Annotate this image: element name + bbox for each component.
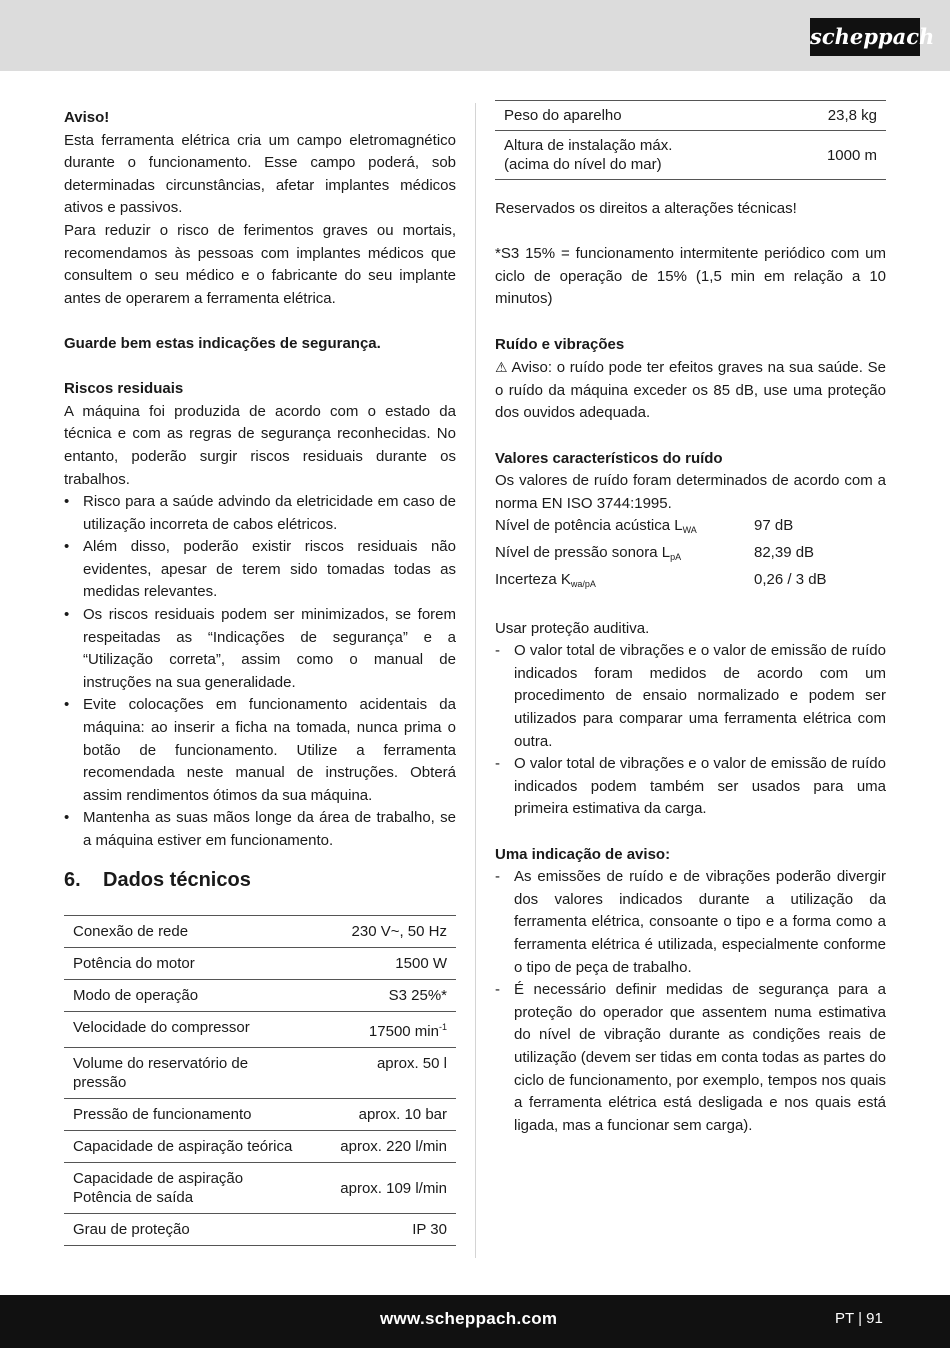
spec-label: Capacidade de aspiração Potência de saída	[64, 1163, 309, 1214]
noise-label-text: Nível de pressão sonora L	[495, 543, 671, 561]
list-item: • Os riscos residuais podem ser minimizados, se forem respeitadas as “Indicações de segurança” e a “Utilização correta”, assim como o manual de instruções na sua generalidade.	[64, 604, 456, 694]
table-row	[64, 948, 456, 980]
list-item: • Além disso, poderão existir riscos residuais não evidentes, apesar de terem sido tomadas todas as medidas relevantes.	[64, 536, 456, 604]
noise-sub: WA	[682, 525, 697, 536]
spec-value: 1000 m	[725, 131, 886, 180]
reservados-text: Reservados os direitos a alterações técnicas!	[495, 200, 797, 217]
aviso-paragraph-1: Esta ferramenta elétrica cria um campo eletromagnético durante o funcionamento. Esse campo poderá, sob determinadas circunstâncias, afetar implantes médicos ativos e passivos.	[64, 131, 456, 217]
guarde-heading: Guarde bem estas indicações de segurança.	[64, 334, 381, 352]
noise-value: 82,39 dB	[754, 543, 815, 561]
list-item: - O valor total de vibrações e o valor de emissão de ruído indicados podem também ser usados para uma primeira estimativa da carga.	[495, 753, 886, 821]
spec-value: aprox. 10 bar	[309, 1099, 456, 1131]
list-item: - O valor total de vibrações e o valor de emissão de ruído indicados foram medidos de acordo com um procedimento de ensaio normalizado e podem ser utilizados para comparar uma ferramenta elétrica com outra.	[495, 640, 886, 753]
noise-row	[495, 569, 886, 596]
noise-value: 0,26 / 3 dB	[754, 570, 827, 588]
spec-label: Capacidade de aspiração teórica	[64, 1131, 309, 1163]
noise-label-text: Nível de potência acústica L	[495, 517, 683, 535]
warning-triangle-icon: ⚠	[495, 359, 508, 376]
table-row	[64, 1012, 456, 1048]
page-number-value: 91	[866, 1310, 883, 1327]
tech-spec-table-continued	[495, 100, 886, 180]
spec-label: Velocidade do compressor	[64, 1012, 309, 1048]
spec-label: Altura de instalação máx. (acima do nível do mar)	[495, 131, 725, 180]
noise-value: 97 dB	[754, 517, 794, 535]
page-number: PT | 91	[835, 1310, 883, 1327]
footer-band	[0, 1295, 950, 1348]
table-row	[64, 1163, 456, 1214]
spec-value: aprox. 109 l/min	[309, 1163, 456, 1214]
indicacao-list	[495, 866, 886, 1137]
table-row	[64, 1214, 456, 1246]
brand-logo: scheppach	[810, 18, 920, 56]
spec-value: aprox. 50 l	[309, 1048, 456, 1099]
spec-value-text: 17500 min	[368, 1023, 439, 1041]
spec-value-sup: -1	[438, 1022, 447, 1033]
spec-value: 230 V~, 50 Hz	[309, 916, 456, 948]
indicacao-heading: Uma indicação de aviso:	[495, 845, 671, 863]
noise-row	[495, 542, 886, 569]
left-column	[64, 107, 456, 1246]
table-row	[64, 1048, 456, 1099]
list-item: - As emissões de ruído e de vibrações poderão divergir dos valores indicados durante a utilização da ferramenta elétrica, consoante o tipo e a forma como a ferramenta elétrica é utilizada, especialmente conforme o tipo de peça de trabalho.	[495, 866, 886, 979]
table-row	[64, 980, 456, 1012]
spec-label: Conexão de rede	[64, 916, 309, 948]
tech-spec-table	[64, 915, 456, 1246]
spec-value: S3 25%*	[309, 980, 456, 1012]
valores-paragraph: Os valores de ruído foram determinados de acordo com a norma EN ISO 3744:1995.	[495, 472, 886, 512]
spec-label: Modo de operação	[64, 980, 309, 1012]
aviso-paragraph-2: Para reduzir o risco de ferimentos graves ou mortais, recomendamos às pessoas com implantes médicos que consultem o seu médico e o fabricante do seu implante antes de operarem a ferramenta elétrica.	[64, 221, 456, 307]
noise-label	[495, 542, 754, 569]
list-item: - É necessário definir medidas de segurança para a proteção do operador que assentem numa estimativa do nível de vibração durante as condições reais de utilização (devem ser tidas em conta todas as partes do ciclo de funcionamento, por exemplo, tempos nos quais a ferramenta elétrica está desligada e nos quais está ligada, mas a funcionar sem carga).	[495, 979, 886, 1137]
table-row	[64, 916, 456, 948]
list-item: • Mantenha as suas mãos longe da área de trabalho, se a máquina estiver em funcionamento.	[64, 807, 456, 852]
vibration-list	[495, 640, 886, 821]
usar-text: Usar proteção auditiva.	[495, 619, 650, 637]
spec-value: 23,8 kg	[725, 101, 886, 131]
spec-value: aprox. 220 l/min	[309, 1131, 456, 1163]
section-heading: Dados técnicos	[103, 868, 251, 891]
noise-sub: pA	[670, 551, 682, 562]
noise-row	[495, 515, 886, 542]
list-item: • Risco para a saúde advindo da eletricidade em caso de utilização incorreta de cabos elétricos.	[64, 491, 456, 536]
riscos-heading: Riscos residuais	[64, 380, 184, 398]
header-band	[0, 0, 950, 71]
section-title	[64, 869, 456, 892]
s3-note: *S3 15% = funcionamento intermitente periódico com um ciclo de operação de 15% (1,5 min em relação a 10 minutos)	[495, 245, 886, 308]
table-row	[64, 1131, 456, 1163]
ruido-heading: Ruído e vibrações	[495, 335, 625, 353]
noise-label	[495, 515, 754, 542]
valores-heading: Valores característicos do ruído	[495, 449, 723, 467]
footer-url-link[interactable]: www.scheppach.com	[380, 1309, 558, 1328]
riscos-list	[64, 491, 456, 853]
spec-label: Pressão de funcionamento	[64, 1099, 309, 1131]
table-row	[64, 1099, 456, 1131]
noise-label-text: Incerteza K	[495, 570, 571, 588]
ruido-text: Aviso: o ruído pode ter efeitos graves na sua saúde. Se o ruído da máquina exceder os 85 dB, use uma proteção dos ouvidos adequada.	[495, 359, 886, 422]
table-row	[495, 131, 886, 180]
spec-value: IP 30	[309, 1214, 456, 1246]
right-column	[495, 100, 886, 1137]
noise-sub: wa/pA	[570, 578, 596, 589]
aviso-heading: Aviso!	[64, 109, 110, 126]
ruido-paragraph	[495, 356, 886, 425]
spec-label: Peso do aparelho	[495, 101, 725, 131]
spec-label: Volume do reservatório de pressão	[64, 1048, 309, 1099]
language-code: PT	[835, 1310, 854, 1327]
noise-label	[495, 569, 754, 596]
list-item: • Evite colocações em funcionamento acidentais da máquina: ao inserir a ficha na tomada, nunca prima o botão de funcionamento. Utilize a ferramenta recomendada neste manual de instruções. Obterá assim rendimentos ótimos da sua máquina.	[64, 694, 456, 807]
table-row	[495, 101, 886, 131]
column-divider	[475, 103, 476, 1258]
spec-label: Grau de proteção	[64, 1214, 309, 1246]
section-number: 6.	[64, 868, 81, 891]
riscos-paragraph: A máquina foi produzida de acordo com o estado da técnica e com as regras de segurança reconhecidas. No entanto, poderão surgir riscos residuais durante os trabalhos.	[64, 402, 456, 488]
spec-value	[309, 1012, 456, 1048]
spec-value: 1500 W	[309, 948, 456, 980]
spec-label: Potência do motor	[64, 948, 309, 980]
